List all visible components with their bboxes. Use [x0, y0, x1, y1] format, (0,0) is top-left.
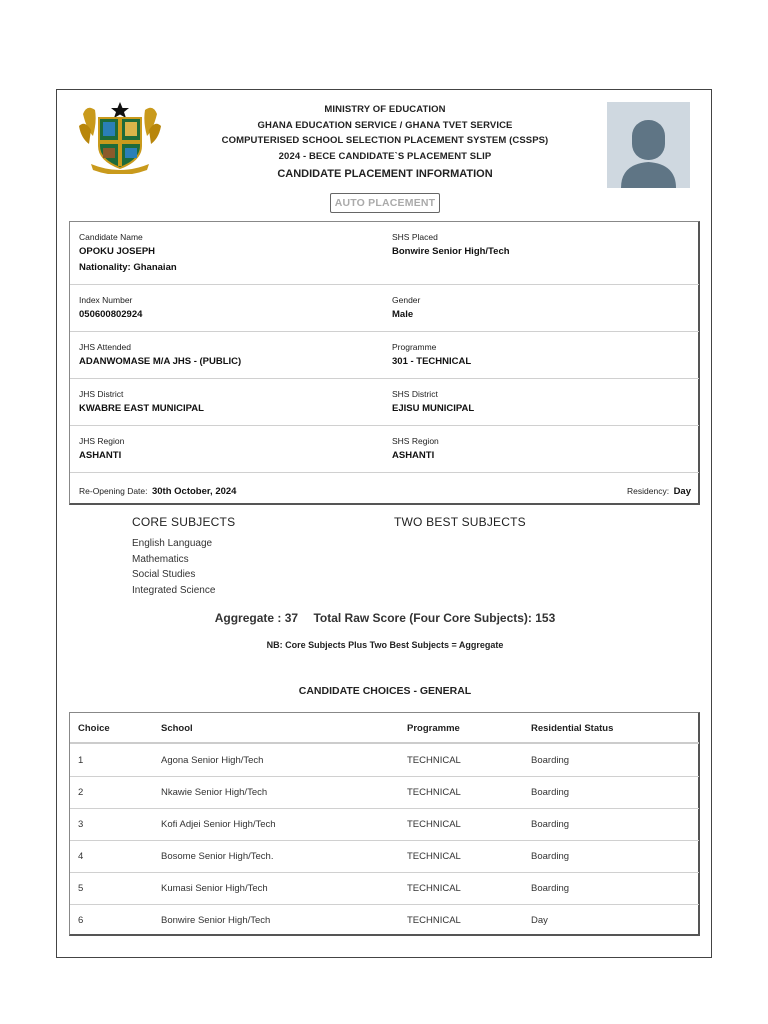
- choice-residential-status: Boarding: [531, 819, 570, 830]
- choice-number: 2: [78, 787, 84, 798]
- choice-programme: TECHNICAL: [407, 819, 461, 830]
- choice-residential-status: Boarding: [531, 755, 570, 766]
- table-row: [70, 777, 699, 809]
- choice-residential-status: Day: [531, 915, 548, 926]
- core-subject-item: English Language: [132, 538, 213, 549]
- header-residential-status: Residential Status: [531, 723, 614, 734]
- shs-district-label: SHS District: [392, 389, 438, 399]
- jhs-region: ASHANTI: [79, 450, 122, 461]
- ministry-line: MINISTRY OF EDUCATION: [324, 104, 446, 115]
- choice-residential-status: Boarding: [531, 851, 570, 862]
- info-row-district: [70, 379, 699, 426]
- choice-programme: TECHNICAL: [407, 915, 461, 926]
- shs-placed-label: SHS Placed: [392, 232, 438, 242]
- header-school: School: [161, 723, 193, 734]
- table-row: [70, 745, 699, 777]
- choices-title: CANDIDATE CHOICES - GENERAL: [298, 685, 472, 697]
- header-programme: Programme: [407, 723, 460, 734]
- reopening-label: Re-Opening Date:: [79, 486, 148, 496]
- choice-residential-status: Boarding: [531, 787, 570, 798]
- service-line: GHANA EDUCATION SERVICE / GHANA TVET SERVICE: [257, 119, 513, 131]
- core-subject-item: Integrated Science: [132, 584, 216, 596]
- info-row-name: [70, 222, 699, 285]
- choice-programme: TECHNICAL: [407, 755, 461, 766]
- aggregate-line: [57, 611, 713, 625]
- residency: Day: [673, 486, 691, 497]
- core-subjects-title: CORE SUBJECTS: [132, 515, 236, 529]
- choices-table: [69, 712, 700, 936]
- choice-school: Agona Senior High/Tech: [161, 755, 264, 766]
- nationality: Nationality: Ghanaian: [79, 262, 177, 273]
- shs-district: EJISU MUNICIPAL: [392, 403, 475, 414]
- choice-residential-status: Boarding: [531, 883, 570, 894]
- placement-slip: [56, 89, 712, 958]
- aggregate-note: NB: Core Subjects Plus Two Best Subjects = Aggregate: [266, 640, 504, 650]
- gender-label: Gender: [392, 295, 421, 305]
- page-title: CANDIDATE PLACEMENT INFORMATION: [277, 168, 493, 180]
- table-row: [70, 873, 699, 905]
- table-row: [70, 841, 699, 873]
- info-row-reopening: [70, 473, 699, 504]
- shs-placed: Bonwire Senior High/Tech: [392, 246, 510, 257]
- choice-programme: TECHNICAL: [407, 787, 461, 798]
- jhs-attended-label: JHS Attended: [79, 342, 131, 352]
- choice-number: 1: [78, 755, 84, 766]
- choice-number: 4: [78, 851, 84, 862]
- table-row: [70, 809, 699, 841]
- index-number: 050600802924: [79, 309, 143, 320]
- choice-school: Kofi Adjei Senior High/Tech: [161, 819, 276, 830]
- jhs-region-label: JHS Region: [79, 436, 125, 446]
- aggregate: Aggregate : 37: [214, 611, 299, 625]
- table-header-row: [70, 713, 699, 744]
- shs-region: ASHANTI: [392, 450, 435, 461]
- core-subject-item: Mathematics: [132, 553, 189, 565]
- slip-header: [57, 102, 713, 183]
- choice-school: Kumasi Senior High/Tech: [161, 883, 268, 894]
- slip-title-line: 2024 - BECE CANDIDATE`S PLACEMENT SLIP: [278, 150, 492, 162]
- best-subjects-title: TWO BEST SUBJECTS: [394, 515, 526, 529]
- candidate-name-label: Candidate Name: [79, 232, 143, 242]
- jhs-district: KWABRE EAST MUNICIPAL: [79, 403, 204, 414]
- choice-programme: TECHNICAL: [407, 851, 461, 862]
- info-row-index: [70, 285, 699, 332]
- choice-school: Bosome Senior High/Tech.: [161, 851, 274, 862]
- choice-number: 3: [78, 819, 84, 830]
- index-number-label: Index Number: [79, 295, 133, 305]
- core-subjects-list: [132, 536, 215, 598]
- core-subject-item: Social Studies: [132, 569, 196, 580]
- gender: Male: [392, 309, 414, 320]
- info-row-jhs: [70, 332, 699, 379]
- jhs-district-label: JHS District: [79, 389, 124, 399]
- jhs-attended: ADANWOMASE M/A JHS - (PUBLIC): [79, 356, 242, 367]
- table-row: [70, 905, 699, 937]
- choice-school: Nkawie Senior High/Tech: [161, 787, 268, 798]
- choice-number: 6: [78, 915, 84, 926]
- header-choice: Choice: [78, 723, 110, 734]
- residency-label: Residency:: [627, 486, 670, 496]
- choice-programme: TECHNICAL: [407, 883, 461, 894]
- choice-school: Bonwire Senior High/Tech: [161, 915, 271, 926]
- system-line: COMPUTERISED SCHOOL SELECTION PLACEMENT SYSTEM (CSSPS): [221, 135, 549, 146]
- candidate-name: OPOKU JOSEPH: [79, 246, 156, 257]
- programme: 301 - TECHNICAL: [392, 356, 472, 367]
- info-row-region: [70, 426, 699, 473]
- reopening-date: 30th October, 2024: [151, 486, 237, 497]
- raw-score: Total Raw Score (Four Core Subjects): 153: [313, 611, 556, 625]
- choice-number: 5: [78, 883, 84, 894]
- candidate-info-box: [69, 221, 700, 505]
- shs-region-label: SHS Region: [392, 436, 439, 446]
- auto-placement-badge: AUTO PLACEMENT: [330, 193, 440, 213]
- programme-label: Programme: [392, 342, 437, 352]
